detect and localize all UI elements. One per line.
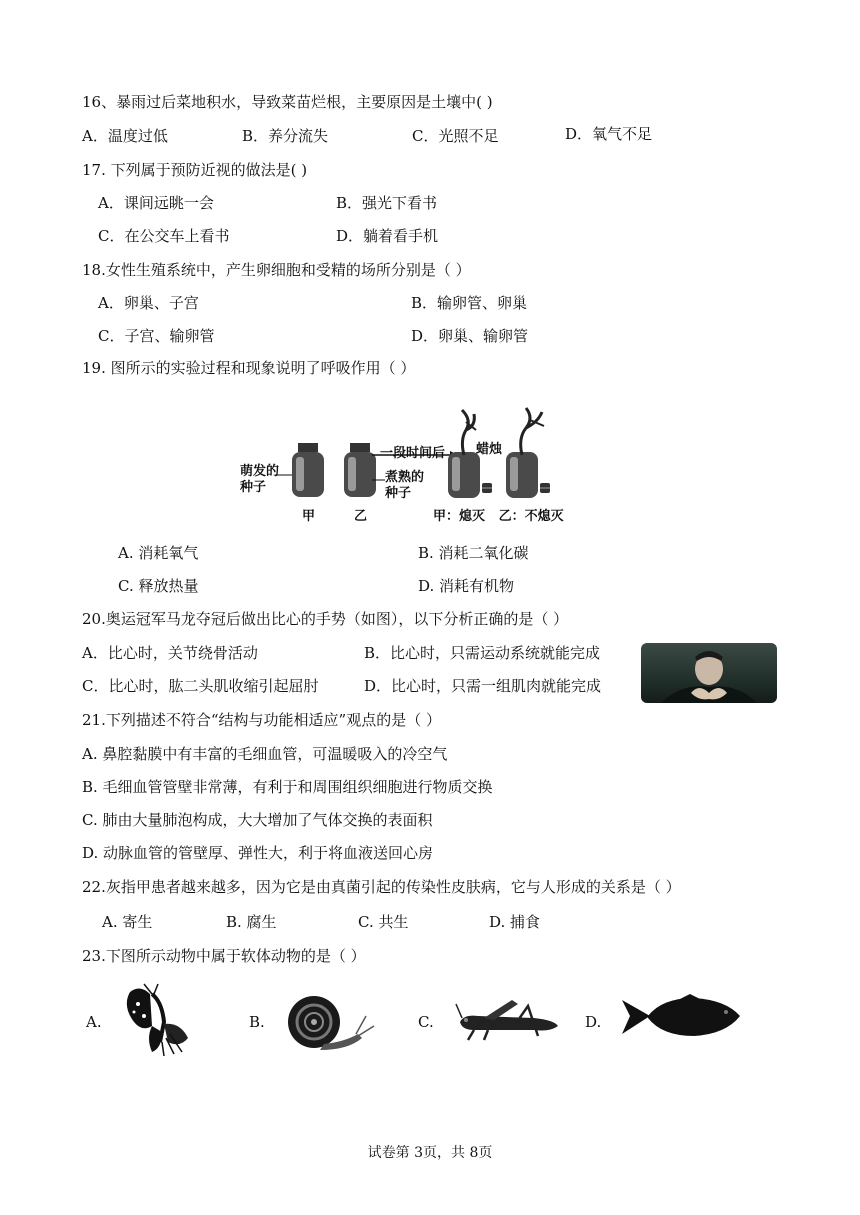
q17-option-d: D．躺着看手机 (336, 227, 439, 245)
q18-option-a: A．卵巢、子宫 (98, 294, 199, 312)
q18-option-c: C．子宫、输卵管 (98, 327, 215, 345)
question-21-stem: 21.下列描述不符合“结构与功能相适应”观点的是（ ） (82, 711, 441, 729)
bottle-jia (292, 443, 324, 497)
label-result: 甲：熄灭 乙：不熄灭 (433, 509, 564, 524)
q22-option-d: D. 捕食 (489, 913, 541, 931)
q19-option-b: B. 消耗二氧化碳 (418, 544, 529, 562)
snail-image (280, 994, 376, 1054)
q18-option-d: D．卵巢、输卵管 (411, 327, 529, 345)
label-yi: 乙 (354, 509, 368, 524)
q21-option-a: A. 鼻腔黏膜中有丰富的毛细血管，可温暖吸入的冷空气 (82, 745, 448, 763)
q23-option-d: D. (585, 1013, 602, 1031)
q20-option-b: B．比心时，只需运动系统就能完成 (364, 644, 601, 662)
q21-option-b: B. 毛细血管管壁非常薄，有利于和周围组织细胞进行物质交换 (82, 778, 493, 796)
q16-option-c: C．光照不足 (412, 127, 499, 145)
label-jia: 甲 (302, 509, 316, 524)
q19-option-c: C. 释放热量 (118, 577, 199, 595)
q22-option-c: C. 共生 (358, 913, 409, 931)
question-17-stem: 17. 下列属于预防近视的做法是( ) (82, 161, 308, 179)
q23-option-b: B. (249, 1013, 265, 1031)
q19-option-d: D. 消耗有机物 (418, 577, 515, 595)
q21-option-d: D. 动脉血管的管壁厚、弹性大，利于将血液送回心房 (82, 844, 434, 862)
question-16-stem: 16、暴雨过后菜地积水，导致菜苗烂根，主要原因是土壤中( ) (82, 93, 493, 111)
question-22-stem: 22.灰指甲患者越来越多，因为它是由真菌引起的传染性皮肤病，它与人形成的关系是（ ） (82, 878, 681, 896)
q19-option-a: A. 消耗氧气 (118, 544, 199, 562)
label-candle: 蜡烛 (476, 442, 503, 457)
grasshopper-image (454, 996, 564, 1042)
q17-option-c: C．在公交车上看书 (98, 227, 230, 245)
q22-option-a: A. 寄生 (102, 913, 153, 931)
heart-gesture-photo (641, 643, 777, 703)
label-sprouting-seeds: 萌发的 种子 (240, 464, 280, 495)
respiration-experiment-figure (230, 400, 610, 525)
q20-option-a: A．比心时，关节绕骨活动 (82, 644, 258, 662)
question-20-stem: 20.奥运冠军马龙夺冠后做出比心的手势（如图），以下分析正确的是（ ） (82, 610, 569, 628)
q22-option-b: B. 腐生 (226, 913, 277, 931)
label-cooked-seeds: 煮熟的 种子 (385, 470, 425, 501)
q20-option-c: C．比心时，肱二头肌收缩引起屈肘 (82, 677, 319, 695)
bottle-yi (344, 443, 376, 497)
page-footer: 试卷第 3页，共 8页 (367, 1145, 493, 1161)
question-18-stem: 18.女性生殖系统中，产生卵细胞和受精的场所分别是（ ） (82, 261, 471, 279)
q16-option-d: D．氧气不足 (565, 125, 653, 143)
q17-option-a: A．课间远眺一会 (98, 194, 214, 212)
q18-option-b: B．输卵管、卵巢 (411, 294, 528, 312)
q16-option-b: B．养分流失 (242, 127, 329, 145)
q23-option-a: A. (86, 1013, 102, 1031)
q16-option-a: A．温度过低 (82, 127, 168, 145)
question-19-stem: 19. 图所示的实验过程和现象说明了呼吸作用（ ） (82, 359, 416, 377)
q20-option-d: D．比心时，只需一组肌肉就能完成 (364, 677, 602, 695)
question-23-stem: 23.下图所示动物中属于软体动物的是（ ） (82, 947, 366, 965)
q23-option-c: C. (418, 1013, 434, 1031)
butterfly-image (122, 982, 202, 1058)
q17-option-b: B．强光下看书 (336, 194, 438, 212)
label-after-a-while: 一段时间后 (380, 446, 446, 461)
fish-image (618, 994, 744, 1040)
q21-option-c: C. 肺由大量肺泡构成，大大增加了气体交换的表面积 (82, 811, 433, 829)
bottle-yi-with-candle (506, 408, 550, 498)
